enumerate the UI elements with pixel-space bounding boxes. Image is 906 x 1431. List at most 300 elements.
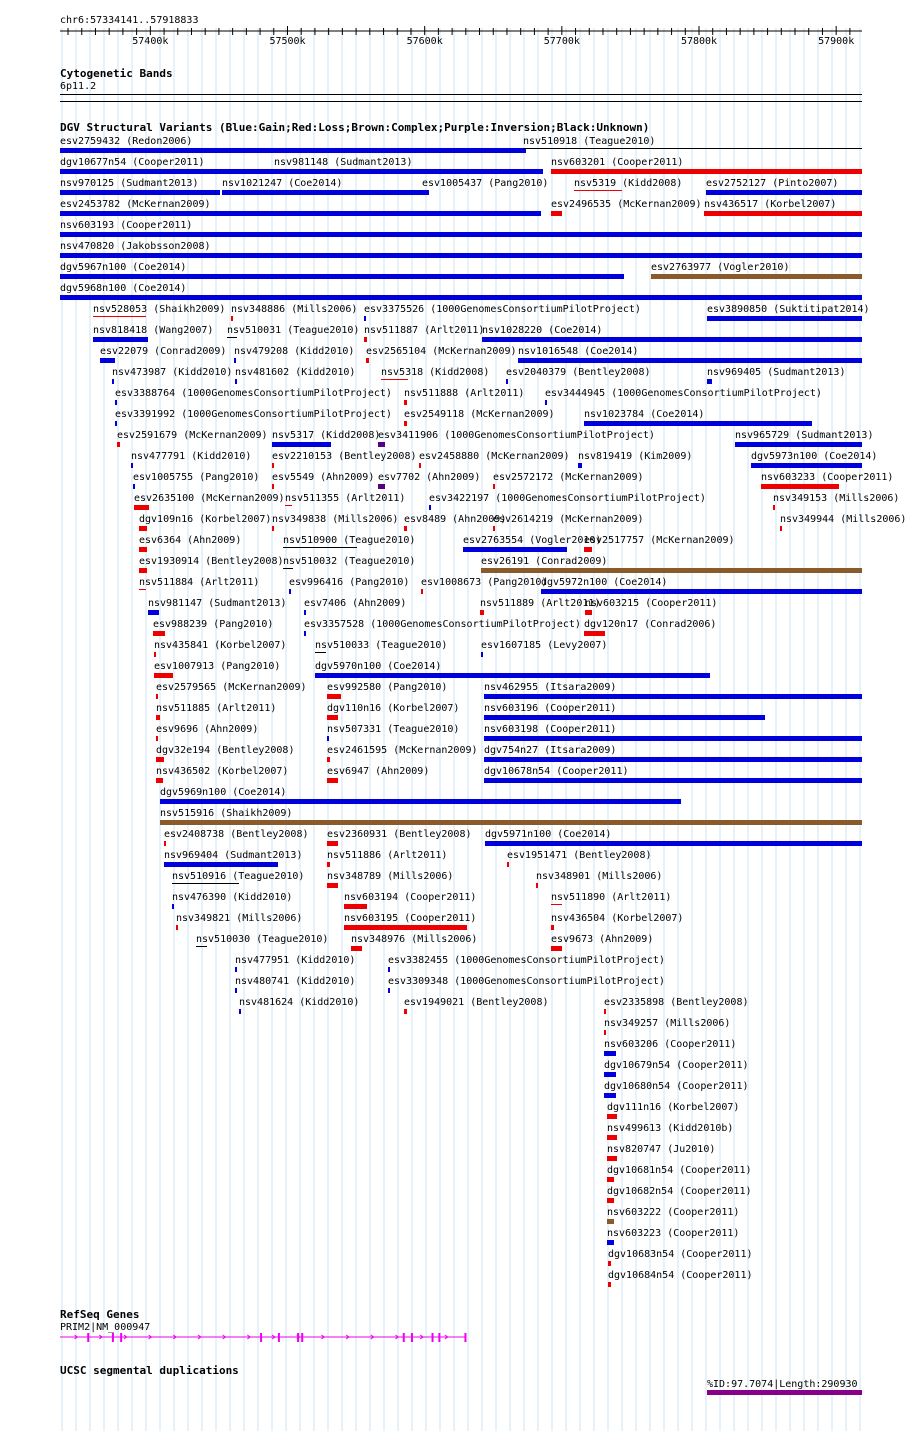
- variant-label[interactable]: nsv603194 (Cooper2011): [344, 892, 477, 903]
- variant-label[interactable]: nsv510918 (Teague2010): [523, 136, 656, 147]
- variant-bar[interactable]: [93, 316, 146, 317]
- variant-bar[interactable]: [422, 190, 429, 195]
- variant-bar[interactable]: [164, 862, 278, 867]
- variant-label[interactable]: esv9673 (Ahn2009): [551, 934, 654, 945]
- variant-label[interactable]: nsv476390 (Kidd2010): [172, 892, 293, 903]
- variant-bar[interactable]: [327, 883, 338, 888]
- variant-bar[interactable]: [156, 736, 158, 741]
- variant-bar[interactable]: [378, 442, 385, 447]
- variant-label[interactable]: nsv511888 (Arlt2011): [404, 388, 525, 399]
- variant-bar[interactable]: [272, 442, 331, 447]
- variant-label[interactable]: nsv981147 (Sudmant2013): [148, 598, 287, 609]
- variant-bar[interactable]: [222, 190, 425, 195]
- variant-bar[interactable]: [707, 316, 862, 321]
- variant-label[interactable]: nsv603201 (Cooper2011): [551, 157, 684, 168]
- variant-bar[interactable]: [481, 652, 483, 657]
- variant-label[interactable]: dgv10677n54 (Cooper2011): [60, 157, 205, 168]
- variant-bar[interactable]: [484, 736, 862, 741]
- variant-label[interactable]: nsv481624 (Kidd2010): [239, 997, 360, 1008]
- variant-bar[interactable]: [541, 589, 862, 594]
- variant-label[interactable]: nsv603222 (Cooper2011): [607, 1207, 740, 1218]
- variant-label[interactable]: nsv510031 (Teague2010): [227, 325, 360, 336]
- variant-label[interactable]: esv5549 (Ahn2009): [272, 472, 375, 483]
- gene-exon[interactable]: [411, 1333, 413, 1342]
- variant-bar[interactable]: [419, 463, 421, 468]
- variant-label[interactable]: esv9696 (Ahn2009): [156, 724, 259, 735]
- variant-bar[interactable]: [364, 316, 366, 321]
- gene-model[interactable]: [60, 1330, 480, 1344]
- gene-exon[interactable]: [438, 1333, 440, 1342]
- variant-label[interactable]: nsv349153 (Mills2006): [773, 493, 900, 504]
- variant-bar[interactable]: [551, 925, 554, 930]
- variant-label[interactable]: nsv1016548 (Coe2014): [518, 346, 639, 357]
- variant-bar[interactable]: [100, 358, 115, 363]
- variant-bar[interactable]: [707, 379, 712, 384]
- variant-label[interactable]: nsv5318 (Kidd2008): [381, 367, 490, 378]
- variant-label[interactable]: esv2572172 (McKernan2009): [493, 472, 644, 483]
- variant-label[interactable]: esv3391992 (1000GenomesConsortiumPilotProject): [115, 409, 392, 420]
- variant-bar[interactable]: [536, 883, 538, 888]
- variant-label[interactable]: esv3444945 (1000GenomesConsortiumPilotProject): [545, 388, 822, 399]
- variant-bar[interactable]: [551, 211, 562, 216]
- variant-label[interactable]: dgv10681n54 (Cooper2011): [607, 1165, 752, 1176]
- variant-label[interactable]: esv2549118 (McKernan2009): [404, 409, 555, 420]
- variant-label[interactable]: nsv5317 (Kidd2008): [272, 430, 381, 441]
- cytoband-title[interactable]: Cytogenetic Bands: [60, 67, 173, 80]
- variant-label[interactable]: nsv603195 (Cooper2011): [344, 913, 477, 924]
- variant-label[interactable]: nsv473987 (Kidd2010): [112, 367, 233, 378]
- variant-label[interactable]: esv7406 (Ahn2009): [304, 598, 407, 609]
- variant-bar[interactable]: [608, 1261, 611, 1266]
- variant-label[interactable]: nsv349257 (Mills2006): [604, 1018, 731, 1029]
- variant-bar[interactable]: [60, 148, 526, 153]
- variant-bar[interactable]: [604, 1009, 606, 1014]
- variant-bar[interactable]: [523, 148, 862, 149]
- variant-bar[interactable]: [60, 169, 274, 174]
- refseq-track-title[interactable]: RefSeq Genes: [60, 1308, 140, 1321]
- variant-label[interactable]: nsv818418 (Wang2007): [93, 325, 214, 336]
- variant-bar[interactable]: [115, 421, 117, 426]
- variant-label[interactable]: nsv1023784 (Coe2014): [584, 409, 705, 420]
- variant-label[interactable]: dgv10682n54 (Cooper2011): [607, 1186, 752, 1197]
- variant-bar[interactable]: [404, 526, 407, 531]
- variant-bar[interactable]: [156, 757, 164, 762]
- variant-label[interactable]: nsv511355 (Arlt2011): [285, 493, 406, 504]
- variant-label[interactable]: nsv349821 (Mills2006): [176, 913, 303, 924]
- variant-bar[interactable]: [327, 841, 338, 846]
- variant-bar[interactable]: [327, 862, 330, 867]
- variant-label[interactable]: nsv510032 (Teague2010): [283, 556, 416, 567]
- variant-bar[interactable]: [704, 211, 862, 216]
- variant-bar[interactable]: [493, 484, 495, 489]
- variant-bar[interactable]: [344, 925, 467, 930]
- variant-label[interactable]: esv3375526 (1000GenomesConsortiumPilotProject): [364, 304, 641, 315]
- variant-bar[interactable]: [364, 337, 367, 342]
- gene-exon[interactable]: [464, 1333, 466, 1342]
- gene-exon[interactable]: [260, 1333, 262, 1342]
- variant-bar[interactable]: [421, 589, 423, 594]
- variant-bar[interactable]: [484, 778, 862, 783]
- variant-bar[interactable]: [480, 610, 484, 615]
- variant-label[interactable]: nsv511886 (Arlt2011): [327, 850, 448, 861]
- variant-bar[interactable]: [235, 988, 237, 993]
- segdup-bar[interactable]: [707, 1390, 862, 1395]
- variant-bar[interactable]: [506, 379, 508, 384]
- variant-bar[interactable]: [484, 757, 862, 762]
- variant-label[interactable]: dgv10679n54 (Cooper2011): [604, 1060, 749, 1071]
- variant-label[interactable]: nsv348789 (Mills2006): [327, 871, 454, 882]
- variant-label[interactable]: nsv462955 (Itsara2009): [484, 682, 617, 693]
- segdup-track-title[interactable]: UCSC segmental duplications: [60, 1364, 239, 1377]
- variant-bar[interactable]: [463, 547, 567, 552]
- variant-label[interactable]: nsv969404 (Sudmant2013): [164, 850, 303, 861]
- variant-label[interactable]: nsv1021247 (Coe2014): [222, 178, 343, 189]
- variant-label[interactable]: esv3357528 (1000GenomesConsortiumPilotProject): [304, 619, 581, 630]
- variant-label[interactable]: esv2614219 (McKernan2009): [493, 514, 644, 525]
- gene-exon[interactable]: [87, 1333, 89, 1342]
- variant-bar[interactable]: [60, 190, 220, 195]
- variant-label[interactable]: nsv477791 (Kidd2010): [131, 451, 252, 462]
- variant-label[interactable]: esv6947 (Ahn2009): [327, 766, 430, 777]
- variant-label[interactable]: nsv511884 (Arlt2011): [139, 577, 260, 588]
- variant-bar[interactable]: [164, 841, 166, 846]
- variant-bar[interactable]: [327, 694, 341, 699]
- variant-bar[interactable]: [484, 715, 765, 720]
- variant-label[interactable]: dgv110n16 (Korbel2007): [327, 703, 460, 714]
- segdup-label[interactable]: %ID:97.7074|Length:290930: [707, 1379, 858, 1390]
- variant-label[interactable]: nsv5319 (Kidd2008): [574, 178, 683, 189]
- variant-label[interactable]: dgv10680n54 (Cooper2011): [604, 1081, 749, 1092]
- variant-bar[interactable]: [607, 1114, 617, 1119]
- variant-bar[interactable]: [651, 274, 862, 279]
- variant-label[interactable]: dgv754n27 (Itsara2009): [484, 745, 617, 756]
- variant-label[interactable]: nsv499613 (Kidd2010b): [607, 1123, 734, 1134]
- variant-label[interactable]: esv1007913 (Pang2010): [154, 661, 281, 672]
- variant-label[interactable]: esv3890850 (Suktitipat2014): [707, 304, 870, 315]
- variant-label[interactable]: esv2579565 (McKernan2009): [156, 682, 307, 693]
- variant-label[interactable]: dgv111n16 (Korbel2007): [607, 1102, 740, 1113]
- variant-label[interactable]: nsv348886 (Mills2006): [231, 304, 358, 315]
- variant-label[interactable]: nsv477951 (Kidd2010): [235, 955, 356, 966]
- variant-label[interactable]: esv2591679 (McKernan2009): [117, 430, 268, 441]
- variant-bar[interactable]: [773, 505, 775, 510]
- variant-bar[interactable]: [351, 946, 362, 951]
- variant-label[interactable]: nsv348976 (Mills2006): [351, 934, 478, 945]
- variant-label[interactable]: esv1930914 (Bentley2008): [139, 556, 284, 567]
- variant-bar[interactable]: [551, 904, 562, 905]
- variant-bar[interactable]: [283, 568, 293, 569]
- variant-label[interactable]: esv2752127 (Pinto2007): [706, 178, 839, 189]
- variant-bar[interactable]: [315, 652, 326, 653]
- variant-bar[interactable]: [780, 526, 782, 531]
- variant-label[interactable]: esv1607185 (Levy2007): [481, 640, 608, 651]
- variant-label[interactable]: nsv603198 (Cooper2011): [484, 724, 617, 735]
- variant-bar[interactable]: [117, 442, 120, 447]
- variant-bar[interactable]: [388, 967, 390, 972]
- variant-bar[interactable]: [327, 715, 338, 720]
- variant-bar[interactable]: [366, 358, 369, 363]
- variant-label[interactable]: dgv120n17 (Conrad2006): [584, 619, 717, 630]
- variant-bar[interactable]: [378, 484, 385, 489]
- variant-label[interactable]: dgv5972n100 (Coe2014): [541, 577, 668, 588]
- variant-bar[interactable]: [283, 547, 357, 548]
- variant-bar[interactable]: [585, 610, 592, 615]
- variant-label[interactable]: nsv820747 (Ju2010): [607, 1144, 716, 1155]
- variant-label[interactable]: dgv10684n54 (Cooper2011): [608, 1270, 753, 1281]
- variant-label[interactable]: esv26191 (Conrad2009): [481, 556, 608, 567]
- variant-label[interactable]: nsv511890 (Arlt2011): [551, 892, 672, 903]
- variant-bar[interactable]: [584, 631, 605, 636]
- variant-bar[interactable]: [60, 274, 624, 279]
- variant-label[interactable]: esv2453782 (McKernan2009): [60, 199, 211, 210]
- variant-label[interactable]: dgv5968n100 (Coe2014): [60, 283, 187, 294]
- gene-exon[interactable]: [112, 1333, 114, 1342]
- variant-label[interactable]: nsv436504 (Korbel2007): [551, 913, 684, 924]
- variant-label[interactable]: dgv109n16 (Korbel2007): [139, 514, 272, 525]
- variant-label[interactable]: dgv10683n54 (Cooper2011): [608, 1249, 753, 1260]
- variant-bar[interactable]: [344, 904, 367, 909]
- variant-bar[interactable]: [706, 190, 862, 195]
- variant-bar[interactable]: [315, 673, 710, 678]
- variant-label[interactable]: nsv349944 (Mills2006): [780, 514, 906, 525]
- variant-bar[interactable]: [139, 547, 147, 552]
- variant-label[interactable]: esv2360931 (Bentley2008): [327, 829, 472, 840]
- variant-bar[interactable]: [404, 421, 407, 426]
- variant-bar[interactable]: [274, 169, 543, 174]
- variant-bar[interactable]: [93, 337, 148, 342]
- variant-bar[interactable]: [607, 1135, 617, 1140]
- variant-label[interactable]: nsv965729 (Sudmant2013): [735, 430, 874, 441]
- variant-label[interactable]: esv3422197 (1000GenomesConsortiumPilotProject): [429, 493, 706, 504]
- variant-bar[interactable]: [156, 715, 160, 720]
- variant-bar[interactable]: [584, 421, 812, 426]
- variant-bar[interactable]: [272, 484, 274, 489]
- variant-bar[interactable]: [735, 442, 862, 447]
- variant-bar[interactable]: [604, 1072, 616, 1077]
- variant-bar[interactable]: [272, 463, 274, 468]
- gene-exon[interactable]: [297, 1333, 299, 1342]
- region-label[interactable]: chr6:57334141..57918833: [60, 15, 199, 26]
- variant-bar[interactable]: [404, 1009, 407, 1014]
- variant-bar[interactable]: [751, 463, 862, 468]
- variant-bar[interactable]: [231, 316, 233, 321]
- variant-label[interactable]: nsv603193 (Cooper2011): [60, 220, 193, 231]
- variant-label[interactable]: nsv480741 (Kidd2010): [235, 976, 356, 987]
- variant-label[interactable]: dgv5969n100 (Coe2014): [160, 787, 287, 798]
- variant-bar[interactable]: [607, 1156, 617, 1161]
- variant-label[interactable]: esv22079 (Conrad2009): [100, 346, 227, 357]
- dgv-track-title[interactable]: DGV Structural Variants (Blue:Gain;Red:Loss;Brown:Complex;Purple:Inversion;Black:Unknown): [60, 121, 650, 134]
- variant-bar[interactable]: [485, 841, 862, 846]
- variant-label[interactable]: esv1949021 (Bentley2008): [404, 997, 549, 1008]
- variant-bar[interactable]: [604, 1030, 606, 1035]
- variant-bar[interactable]: [172, 904, 174, 909]
- variant-bar[interactable]: [131, 463, 133, 468]
- variant-label[interactable]: nsv603223 (Cooper2011): [607, 1228, 740, 1239]
- gene-exon[interactable]: [403, 1333, 405, 1342]
- variant-label[interactable]: esv2210153 (Bentley2008): [272, 451, 417, 462]
- variant-label[interactable]: nsv510033 (Teague2010): [315, 640, 448, 651]
- variant-bar[interactable]: [607, 1240, 614, 1245]
- variant-bar[interactable]: [304, 610, 306, 615]
- variant-label[interactable]: nsv507331 (Teague2010): [327, 724, 460, 735]
- variant-label[interactable]: esv3388764 (1000GenomesConsortiumPilotProject): [115, 388, 392, 399]
- variant-bar[interactable]: [154, 652, 156, 657]
- variant-label[interactable]: nsv969405 (Sudmant2013): [707, 367, 846, 378]
- variant-label[interactable]: esv2461595 (McKernan2009): [327, 745, 478, 756]
- variant-bar[interactable]: [160, 799, 681, 804]
- variant-label[interactable]: nsv603206 (Cooper2011): [604, 1039, 737, 1050]
- variant-bar[interactable]: [235, 967, 237, 972]
- gene-exon[interactable]: [278, 1333, 280, 1342]
- variant-bar[interactable]: [289, 589, 291, 594]
- variant-label[interactable]: nsv510916 (Teague2010): [172, 871, 305, 882]
- variant-bar[interactable]: [60, 253, 862, 258]
- variant-label[interactable]: esv3382455 (1000GenomesConsortiumPilotProject): [388, 955, 665, 966]
- variant-bar[interactable]: [239, 1009, 241, 1014]
- variant-label[interactable]: esv2565104 (McKernan2009): [366, 346, 517, 357]
- variant-bar[interactable]: [133, 484, 135, 489]
- variant-bar[interactable]: [578, 463, 582, 468]
- variant-bar[interactable]: [608, 1282, 611, 1287]
- variant-label[interactable]: esv992580 (Pang2010): [327, 682, 448, 693]
- gene-exon[interactable]: [432, 1333, 434, 1342]
- variant-label[interactable]: nsv511889 (Arlt2011): [480, 598, 601, 609]
- variant-label[interactable]: nsv348901 (Mills2006): [536, 871, 663, 882]
- variant-label[interactable]: esv2763554 (Vogler2010): [463, 535, 602, 546]
- variant-label[interactable]: nsv479208 (Kidd2010): [234, 346, 355, 357]
- variant-label[interactable]: nsv436517 (Korbel2007): [704, 199, 837, 210]
- variant-bar[interactable]: [156, 694, 158, 699]
- variant-bar[interactable]: [235, 379, 237, 384]
- variant-bar[interactable]: [196, 946, 207, 947]
- variant-bar[interactable]: [481, 568, 862, 573]
- variant-label[interactable]: nsv603215 (Cooper2011): [585, 598, 718, 609]
- variant-bar[interactable]: [139, 589, 146, 590]
- gene-exon[interactable]: [120, 1333, 122, 1342]
- variant-bar[interactable]: [574, 190, 622, 191]
- variant-bar[interactable]: [404, 400, 407, 405]
- variant-label[interactable]: esv2517757 (McKernan2009): [584, 535, 735, 546]
- variant-label[interactable]: esv2635100 (McKernan2009): [134, 493, 285, 504]
- variant-bar[interactable]: [304, 631, 306, 636]
- gene-exon[interactable]: [301, 1333, 303, 1342]
- variant-bar[interactable]: [172, 883, 239, 884]
- variant-bar[interactable]: [285, 505, 292, 506]
- variant-bar[interactable]: [482, 337, 862, 342]
- variant-label[interactable]: nsv981148 (Sudmant2013): [274, 157, 413, 168]
- variant-bar[interactable]: [139, 568, 147, 573]
- variant-label[interactable]: nsv470820 (Jakobsson2008): [60, 241, 211, 252]
- variant-label[interactable]: esv1005755 (Pang2010): [133, 472, 260, 483]
- variant-bar[interactable]: [518, 358, 862, 363]
- variant-bar[interactable]: [134, 505, 149, 510]
- variant-label[interactable]: esv2496535 (McKernan2009): [551, 199, 702, 210]
- variant-label[interactable]: dgv32e194 (Bentley2008): [156, 745, 295, 756]
- variant-bar[interactable]: [604, 1093, 616, 1098]
- variant-bar[interactable]: [227, 337, 237, 338]
- variant-label[interactable]: esv3309348 (1000GenomesConsortiumPilotProject): [388, 976, 665, 987]
- variant-label[interactable]: nsv511887 (Arlt2011): [364, 325, 485, 336]
- variant-label[interactable]: nsv515916 (Shaikh2009): [160, 808, 293, 819]
- variant-bar[interactable]: [327, 757, 330, 762]
- variant-label[interactable]: nsv349838 (Mills2006): [272, 514, 399, 525]
- variant-bar[interactable]: [761, 484, 839, 489]
- variant-label[interactable]: nsv481602 (Kidd2010): [235, 367, 356, 378]
- variant-bar[interactable]: [160, 820, 862, 825]
- variant-label[interactable]: esv2763977 (Vogler2010): [651, 262, 790, 273]
- variant-label[interactable]: nsv435841 (Korbel2007): [154, 640, 287, 651]
- gene-label[interactable]: PRIM2|NM_000947: [60, 1322, 151, 1333]
- variant-label[interactable]: nsv511885 (Arlt2011): [156, 703, 277, 714]
- variant-label[interactable]: dgv5970n100 (Coe2014): [315, 661, 442, 672]
- variant-label[interactable]: esv1951471 (Bentley2008): [507, 850, 652, 861]
- variant-label[interactable]: nsv510900 (Teague2010): [283, 535, 416, 546]
- variant-bar[interactable]: [115, 400, 117, 405]
- variant-bar[interactable]: [607, 1219, 614, 1224]
- variant-label[interactable]: esv8489 (Ahn2009): [404, 514, 507, 525]
- variant-bar[interactable]: [381, 379, 408, 380]
- variant-bar[interactable]: [493, 526, 495, 531]
- variant-bar[interactable]: [112, 379, 114, 384]
- variant-bar[interactable]: [60, 211, 541, 216]
- variant-bar[interactable]: [551, 946, 562, 951]
- variant-bar[interactable]: [545, 400, 547, 405]
- variant-bar[interactable]: [429, 505, 431, 510]
- variant-bar[interactable]: [604, 1051, 616, 1056]
- variant-label[interactable]: nsv603233 (Cooper2011): [761, 472, 894, 483]
- variant-bar[interactable]: [60, 295, 862, 300]
- variant-label[interactable]: esv1005437 (Pang2010): [422, 178, 549, 189]
- variant-bar[interactable]: [154, 673, 173, 678]
- variant-label[interactable]: esv2040379 (Bentley2008): [506, 367, 651, 378]
- variant-label[interactable]: esv988239 (Pang2010): [153, 619, 274, 630]
- variant-label[interactable]: esv2335898 (Bentley2008): [604, 997, 749, 1008]
- variant-label[interactable]: esv7702 (Ahn2009): [378, 472, 481, 483]
- variant-label[interactable]: esv2408738 (Bentley2008): [164, 829, 309, 840]
- variant-label[interactable]: dgv5967n100 (Coe2014): [60, 262, 187, 273]
- variant-bar[interactable]: [327, 736, 329, 741]
- variant-bar[interactable]: [327, 778, 338, 783]
- variant-bar[interactable]: [607, 1198, 614, 1203]
- variant-label[interactable]: dgv5973n100 (Coe2014): [751, 451, 878, 462]
- variant-bar[interactable]: [148, 610, 159, 615]
- variant-label[interactable]: nsv603196 (Cooper2011): [484, 703, 617, 714]
- variant-label[interactable]: nsv436502 (Korbel2007): [156, 766, 289, 777]
- variant-bar[interactable]: [484, 694, 862, 699]
- variant-bar[interactable]: [60, 232, 862, 237]
- variant-bar[interactable]: [388, 988, 390, 993]
- variant-label[interactable]: dgv5971n100 (Coe2014): [485, 829, 612, 840]
- variant-bar[interactable]: [176, 925, 178, 930]
- variant-label[interactable]: esv996416 (Pang2010): [289, 577, 410, 588]
- variant-label[interactable]: esv6364 (Ahn2009): [139, 535, 242, 546]
- variant-label[interactable]: esv1008673 (Pang2010): [421, 577, 548, 588]
- variant-bar[interactable]: [272, 526, 274, 531]
- variant-label[interactable]: nsv528053 (Shaikh2009): [93, 304, 226, 315]
- variant-bar[interactable]: [551, 169, 862, 174]
- variant-bar[interactable]: [153, 631, 165, 636]
- variant-bar[interactable]: [139, 526, 147, 531]
- cytoband-label[interactable]: 6p11.2: [60, 81, 97, 92]
- variant-label[interactable]: nsv510030 (Teague2010): [196, 934, 329, 945]
- variant-bar[interactable]: [234, 358, 236, 363]
- variant-label[interactable]: dgv10678n54 (Cooper2011): [484, 766, 629, 777]
- variant-label[interactable]: nsv1028220 (Coe2014): [482, 325, 603, 336]
- variant-bar[interactable]: [607, 1177, 614, 1182]
- variant-bar[interactable]: [507, 862, 509, 867]
- variant-label[interactable]: esv3411906 (1000GenomesConsortiumPilotProject): [378, 430, 655, 441]
